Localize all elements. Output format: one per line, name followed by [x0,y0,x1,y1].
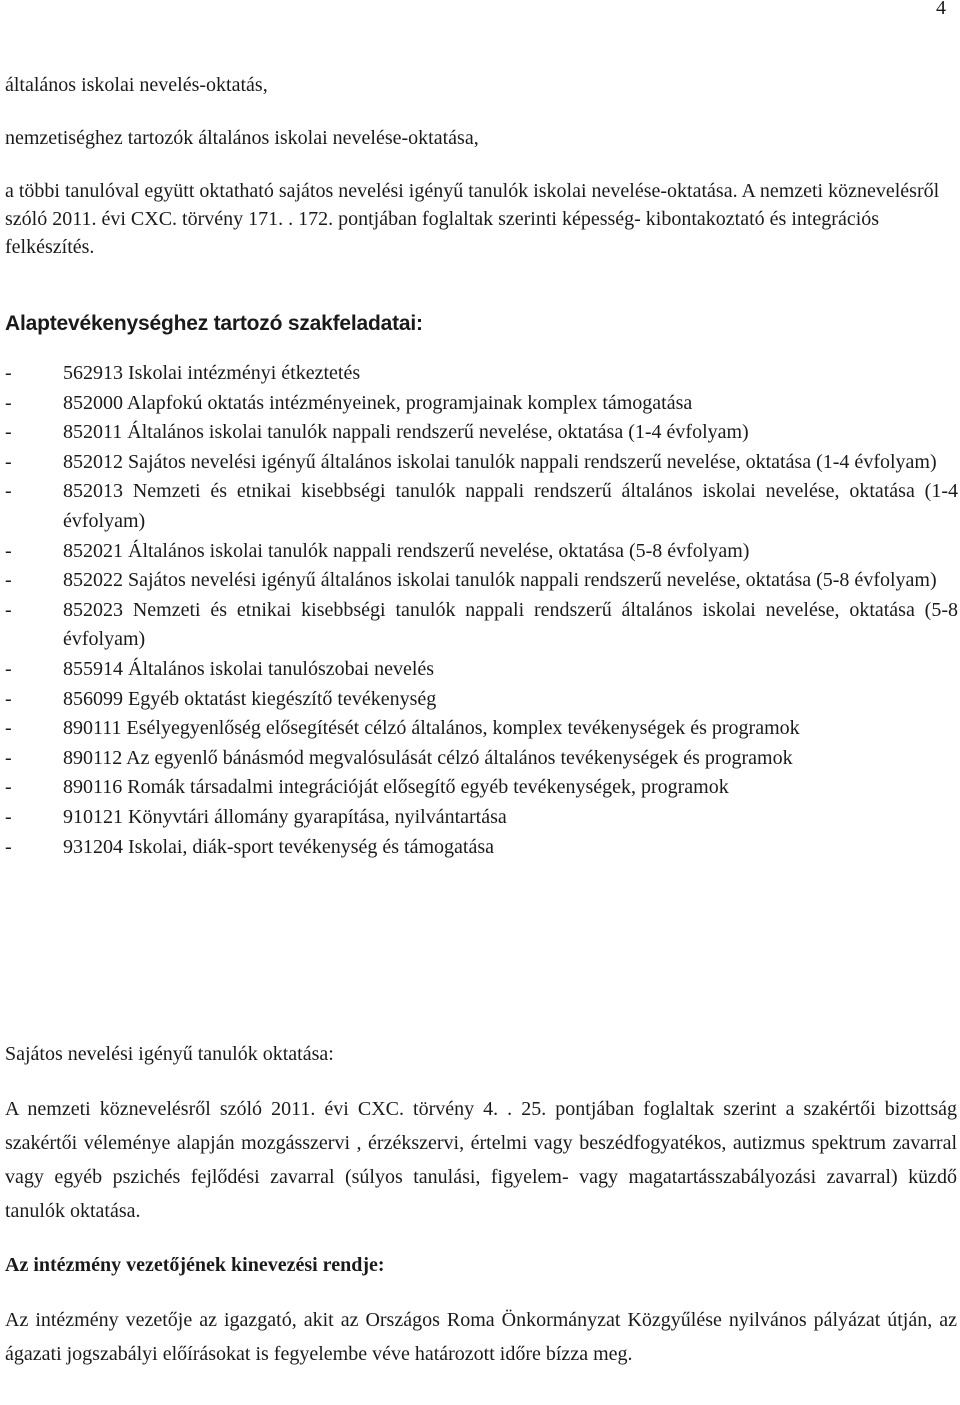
activity-text: Sajátos nevelési igényű általános iskolai tanulók nappali rendszerű nevelése, oktatása (1-4 évfolyam) [128,450,937,473]
activity-text: Könyvtári állomány gyarapítása, nyilvántartása [128,805,507,828]
list-dash: - [5,391,12,414]
sen-paragraph: A nemzeti köznevelésről szóló 2011. évi CXC. törvény 4. . 25. pontjában foglaltak szerint a szakértői bizottság szakértői véleménye alapján mozgásszervi , érzékszervi, értelmi vagy beszédfogyatékos, autizmus spektrum zavarral vagy egyéb pszichés fejlődési zavarral (súlyos tanulási, figyelem- vagy magatartásszabályozási zavarral) küzdő tanulók oktatása. [5,1098,957,1222]
activity-text: Nemzeti és etnikai kisebbségi tanulók nappali rendszerű általános iskolai nevelése, oktatása (5-8 évfolyam) [63,598,959,651]
activity-item [5,744,958,774]
activity-code: 890111 [63,717,122,740]
list-dash: - [5,362,12,384]
leader-heading: Az intézmény vezetőjének kinevezési rendje: [5,1254,385,1276]
activity-item [5,418,958,448]
activity-code: 852013 [63,480,123,503]
activity-code: 852023 [63,598,123,621]
activity-text: Általános iskolai tanulók nappali rendszerű nevelése, oktatása (5-8 évfolyam) [128,539,750,562]
activity-code: 562913 [63,362,123,384]
list-dash: - [5,598,12,621]
activity-code: 852022 [63,569,123,592]
activity-code: 852011 [63,421,123,444]
sen-heading: Sajátos nevelési igényű tanulók oktatása: [5,1043,334,1065]
activity-code: 852000 [63,391,123,414]
list-dash: - [5,539,12,562]
intro-line: nemzetiséghez tartozók általános iskolai nevelése-oktatása, [5,127,479,149]
activity-item [5,537,958,567]
activities-list [5,359,958,862]
list-dash: - [5,835,12,858]
intro-line: általános iskolai nevelés-oktatás, [5,74,268,96]
activity-item [5,389,958,419]
activity-item [5,773,958,803]
activity-text: Iskolai intézményi étkeztetés [128,362,361,384]
list-dash: - [5,421,12,444]
page-number: 4 [936,0,946,19]
activities-heading: Alaptevékenységhez tartozó szakfeladatai: [5,312,423,335]
activity-code: 890112 [63,746,123,769]
activity-item [5,448,958,478]
activity-item [5,359,958,389]
activity-text: Az egyenlő bánásmód megvalósulását célzó általános tevékenységek és programok [126,746,793,769]
activity-code: 931204 [63,835,123,858]
activity-item [5,566,958,596]
activity-item [5,714,958,744]
activity-text: Esélyegyenlőség elősegítését célzó általános, komplex tevékenységek és programok [126,717,800,740]
activity-text: Alapfokú oktatás intézményeinek, programjainak komplex támogatása [126,391,693,414]
list-dash: - [5,776,12,799]
activity-code: 890116 [63,776,123,799]
activity-text: Általános iskolai tanulószobai nevelés [128,657,435,680]
list-dash: - [5,569,12,592]
activity-text: Sajátos nevelési igényű általános iskolai tanulók nappali rendszerű nevelése, oktatása (5-8 évfolyam) [128,569,937,592]
activity-text: Egyéb oktatást kiegészítő tevékenység [128,687,437,710]
activity-item [5,685,958,715]
activity-text: Általános iskolai tanulók nappali rendszerű nevelése, oktatása (1-4 évfolyam) [127,421,749,444]
intro-paragraph: a többi tanulóval együtt oktatható sajátos nevelési igényű tanulók iskolai nevelése-oktatása. A nemzeti köznevelésről szóló 2011. évi CXC. törvény 171. . 172. pontjában foglaltak szerinti képesség- kibontakoztató és integrációs felkészítés. [5,180,940,258]
activity-code: 910121 [63,805,123,828]
activity-code: 852021 [63,539,123,562]
list-dash: - [5,805,12,828]
leader-paragraph: Az intézmény vezetője az igazgató, akit az Országos Roma Önkormányzat Közgyűlése nyilvános pályázat útján, az ágazati jogszabályi előírásokat is fegyelembe véve határozott időre bízza meg. [5,1309,957,1365]
activity-code: 852012 [63,450,123,473]
list-dash: - [5,657,12,680]
list-dash: - [5,450,12,473]
activity-item [5,833,958,863]
activity-text: Romák társadalmi integrációját elősegítő egyéb tevékenységek, programok [127,776,729,799]
activity-text: Nemzeti és etnikai kisebbségi tanulók nappali rendszerű általános iskolai nevelése, oktatása (1-4 évfolyam) [63,480,959,532]
list-dash: - [5,746,12,769]
list-dash: - [5,480,12,503]
activity-item [5,477,958,536]
intro-section [5,71,957,261]
activity-item [5,803,958,833]
activity-code: 855914 [63,657,123,680]
activity-item [5,655,958,685]
activity-code: 856099 [63,687,123,710]
list-dash: - [5,687,12,710]
list-dash: - [5,717,12,740]
activity-text: Iskolai, diák-sport tevékenység és támogatása [128,835,494,858]
activity-item [5,596,958,655]
